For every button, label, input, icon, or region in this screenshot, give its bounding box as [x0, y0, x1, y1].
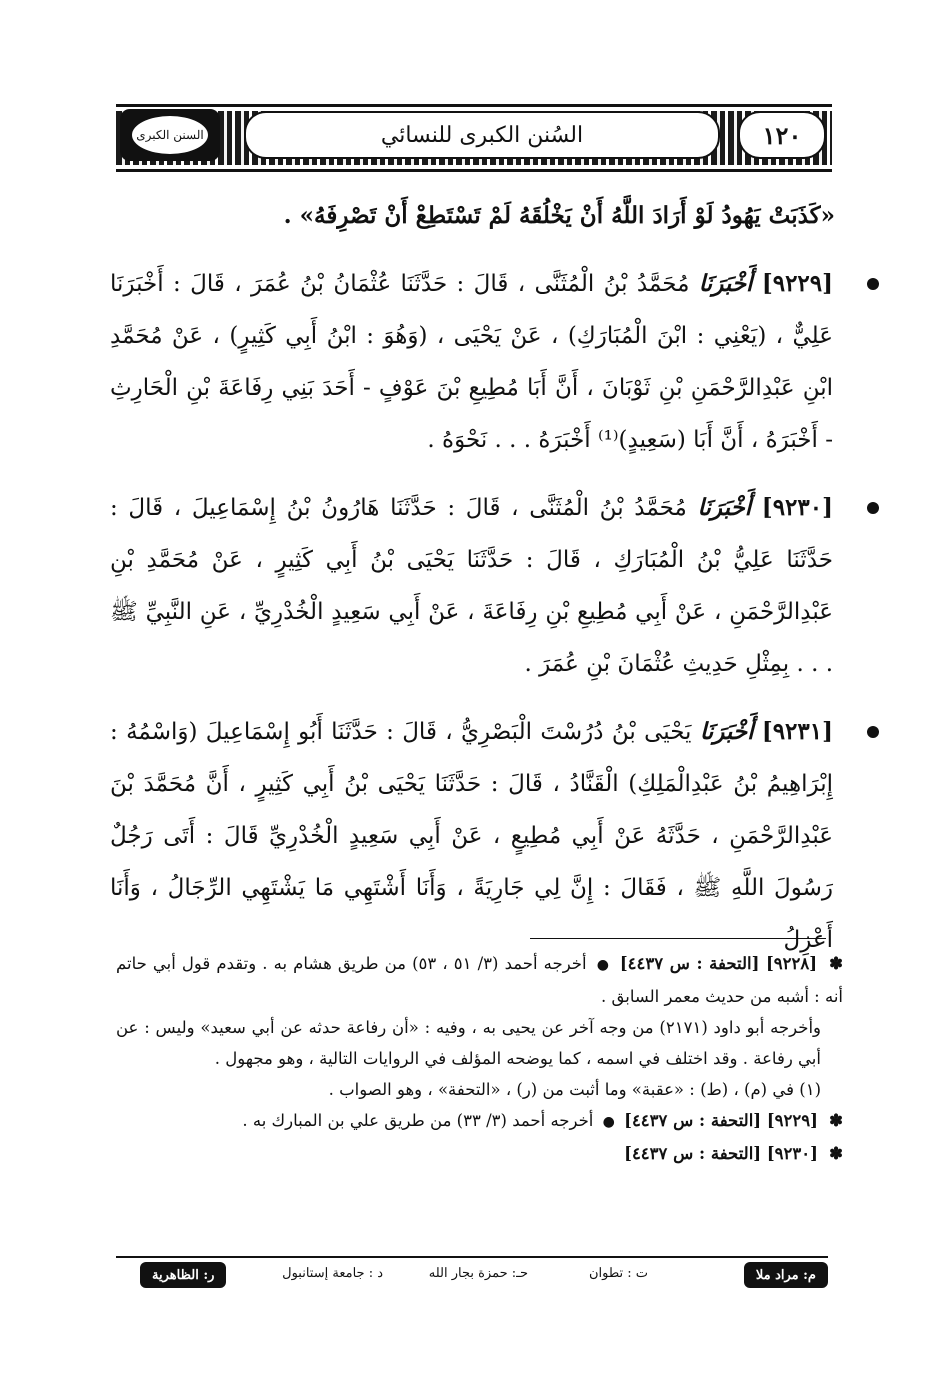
dot-icon: ● [602, 1114, 615, 1130]
source-d: د : جامعة إستانبول [282, 1266, 383, 1281]
star-icon: ✽ [829, 954, 843, 973]
footnote-9230 [116, 1138, 843, 1169]
page-number: ١٢٠ [738, 111, 826, 159]
akhbarana-word: أَخْبَرَنَا [699, 718, 754, 745]
emblem-circle: السنن الكبرى [130, 114, 210, 156]
opening-line: «كَذَبَتْ يَهُودُ لَوْ أَرَادَ اللَّهُ أَنْ يَخْلُقَهُ لَمْ تَسْتَطِعْ أَنْ تَصْرِفَهُ» . [283, 202, 835, 229]
footnote-note-1: (١) في (م) ، (ط) : «عقبة» وما أثبت من (ر) ، «التحفة» ، وهو الصواب . [328, 1080, 821, 1099]
star-icon: ✽ [829, 1111, 843, 1130]
manuscript-sources-bar [116, 1262, 828, 1290]
bottom-divider [116, 1256, 828, 1258]
hadith-9230 [110, 482, 835, 690]
footnote-9228-cont: وأخرجه أبو داود (٢١٧١) من وجه آخر عن يحيى به ، وفيه : «أن رفاعة حدثه عن أبي سعيد» وليس : عن أبي رفاعة . وقد اختلف في اسمه ، كما يوضحه المؤلف في الروايات التالية ، وهو مجهول . [116, 1018, 821, 1068]
hadith-text: مُحَمَّدُ بْنُ الْمُثَنَّى ، قَالَ : حَدَّثَنَا هَارُونُ بْنُ إِسْمَاعِيلَ ، قَالَ : حَدَّثَنَا عَلِيُّ بْنُ الْمُبَارَكِ ، قَالَ : حَدَّثَنَا يَحْيَى بْنُ أَبِي كَثِيرٍ ، عَنْ مُحَمَّدِ بْنِ عَبْدِالرَّحْمَنِ ، عَنْ أَبِي مُطِيعِ بْنِ رِفَاعَةَ ، عَنْ أَبِي سَعِيدٍ الْخُدْرِيِّ ، عَنِ النَّبِيِّ ﷺ . . . بِمِثْلِ حَدِيثِ عُثْمَانَ بْنِ عُمَرَ . [110, 495, 833, 677]
main-text [110, 190, 835, 982]
footnotes [116, 948, 843, 1169]
akhbarana-word: أَخْبَرَنَا [698, 270, 753, 297]
book-emblem [120, 109, 220, 161]
bullet-icon [867, 502, 879, 514]
footnote-9229 [116, 1105, 843, 1138]
hadith-number: [٩٢٢٩] [761, 270, 834, 297]
footnote-ref: [٩٢٢٩] [التحفة : س ٤٤٣٧] [624, 1111, 818, 1130]
bullet-icon [867, 278, 879, 290]
star-icon: ✽ [829, 1144, 843, 1163]
hadith-text: يَحْيَى بْنُ دُرُسْتَ الْبَصْرِيُّ ، قَالَ : حَدَّثَنَا أَبُو إِسْمَاعِيلَ (وَاسْمُهُ : إِبْرَاهِيمُ بْنُ عَبْدِالْمَلِكِ) الْقَنَّادُ ، قَالَ : حَدَّثَنَا يَحْيَى بْنُ أَبِي كَثِيرٍ ، أَنَّ مُحَمَّدَ بْنَ عَبْدِالرَّحْمَنِ ، حَدَّثَهُ عَنْ أَبِي مُطِيعٍ ، عَنْ أَبِي سَعِيدٍ الْخُدْرِيِّ قَالَ : أَتَى رَجُلٌ رَسُولَ اللَّهِ ﷺ ، فَقَالَ : إِنَّ لِي جَارِيَةً ، وَأَنَا أَشْتَهِي مَا يَشْتَهِي الرِّجَالُ ، وَأَنَا أَعْزِلُ [110, 719, 833, 953]
page-header [116, 104, 832, 172]
footnote-text: أخرجه أحمد (٣/ ٣٣) من طريق علي بن المبارك به . [242, 1111, 594, 1130]
akhbarana-word: أَخْبَرَنَا [697, 494, 752, 521]
dot-icon: ● [596, 957, 610, 973]
hadith-text: مُحَمَّدُ بْنُ الْمُثَنَّى ، قَالَ : حَدَّثَنَا عُثْمَانُ بْنُ عُمَرَ ، قَالَ : أَخْبَرَنَا عَلِيٌّ ، (يَعْنِي : ابْنَ الْمُبَارَكِ) ، عَنْ يَحْيَى ، (وَهُوَ : ابْنُ أَبِي كَثِيرٍ) ، عَنْ مُحَمَّدِ ابْنِ عَبْدِالرَّحْمَنِ بْنِ ثَوْبَانَ ، أَنَّ أَبَا مُطِيعِ بْنَ عَوْفٍ - أَحَدَ بَنِي رِفَاعَةَ بْنِ الْحَارِثِ - أَخْبَرَهُ ، أَنَّ أَبَا (سَعِيدٍ)⁽¹⁾ أَخْبَرَهُ . . . نَحْوَهُ . [110, 271, 833, 453]
hadith-9229 [110, 258, 835, 466]
source-badge-r: ر: الظاهرية [140, 1262, 226, 1288]
footnote-ref: [٩٢٣٠] [التحفة : س ٤٤٣٧] [624, 1144, 818, 1163]
hadith-9231 [110, 706, 835, 966]
bullet-icon [867, 726, 879, 738]
footnote-9228 [116, 948, 843, 1012]
source-h: حـ: حمزة بجار الله [428, 1266, 528, 1281]
book-title: السُنن الكبرى للنسائي [244, 111, 720, 159]
hadith-number: [٩٢٣٠] [761, 494, 833, 521]
hadith-number: [٩٢٣١] [761, 718, 834, 745]
source-badge-m: م: مراد ملا [744, 1262, 828, 1288]
footnote-text: أخرجه أحمد (٣/ ٥١ ، ٥٣) من طريق هشام به . وتقدم قول أبي حاتم أنه : أشبه من حديث معمر السابق . [116, 954, 843, 1006]
source-t: ت : تطوان [588, 1266, 648, 1281]
footnote-divider [530, 938, 826, 939]
footnote-ref: [٩٢٢٨] [التحفة : س ٤٤٣٧] [619, 954, 818, 973]
